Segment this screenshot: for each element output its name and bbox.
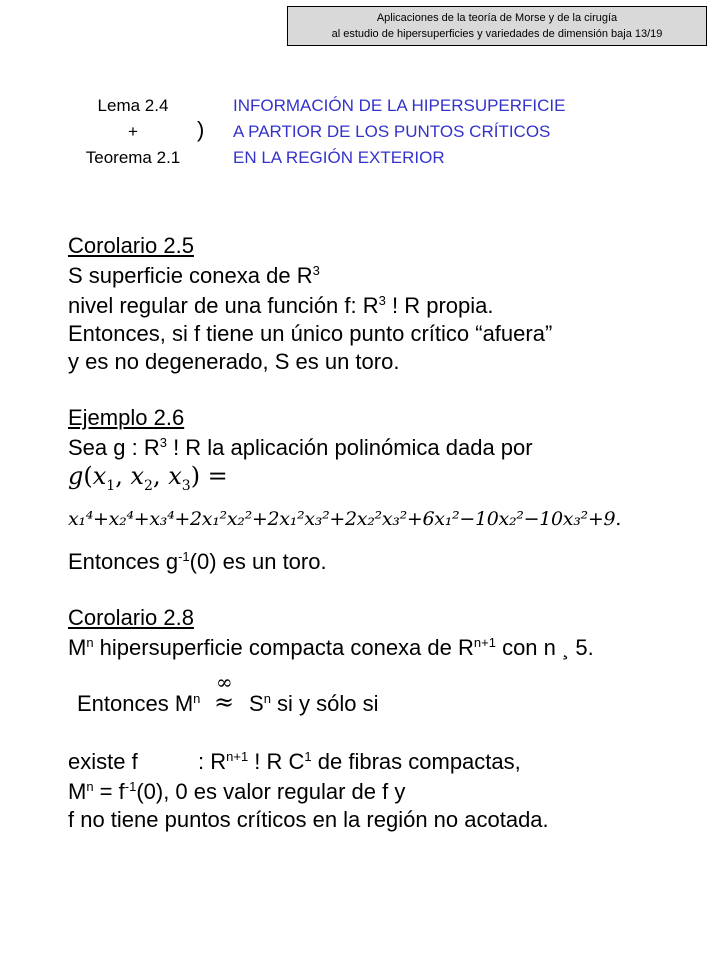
formula-lhs: $g(x_1$, $x_2$, $x_3$) = (68, 462, 228, 494)
corolario-2-8-line-5: f no tiene puntos críticos en la región no acotada. (68, 807, 549, 832)
corolario-2-5-line-1: S superficie conexa de $R^3$ (68, 263, 320, 288)
corolario-2-8-line-3a: existe f (68, 749, 138, 774)
header-line-1: Aplicaciones de la teoría de Morse y de la cirugía (376, 12, 618, 24)
header-line-2: al estudio de hipersuperficies y variedades de dimensión baja 13/19 (331, 28, 663, 40)
corolario-2-5-line-4: y es no degenerado, S es un toro. (68, 349, 400, 374)
info-line-3: EN LA REGIÓN EXTERIOR (233, 148, 445, 167)
brace-symbol: ) (197, 117, 205, 142)
info-line-2: A PARTIOR DE LOS PUNTOS CRÍTICOS (233, 122, 551, 141)
corolario-2-5-line-2: nivel regular de una función f: $R^3$ ! R propia. (68, 293, 494, 318)
ejemplo-2-6-line-1: Sea g : $R^3$ ! R la aplicación polinómica dada por (68, 435, 533, 460)
corolario-2-8-line-2b: $S^n$ si y sólo si (249, 691, 379, 716)
corolario-2-8-line-4: $M^n = f^{-1}(0)$, 0 es valor regular de f y (68, 779, 406, 804)
infinity-symbol: ∞ (216, 670, 233, 694)
corolario-2-8-line-1: $M^n$ hipersuperficie compacta conexa de $R^{n+1}$ con n ¸ 5. (68, 635, 594, 660)
corolario-2-8-line-3b: : $R^{n+1}$ ! R $C^1$ de fibras compactas, (198, 749, 521, 774)
corolario-2-8-line-2a: Entonces $M^n$ (77, 691, 201, 716)
diffeomorphic-symbol: ≈ (214, 688, 235, 716)
formula-rhs: x₁⁴+x₂⁴+x₃⁴+2x₁²x₂²+2x₁²x₃²+2x₂²x₃²+6x₁²−10x₂²−10x₃²+9. (68, 508, 621, 530)
ejemplo-2-6-conclusion: Entonces $g^{-1}(0)$ es un toro. (68, 549, 327, 574)
ejemplo-2-6-title: Ejemplo 2.6 (68, 405, 185, 430)
info-line-1: INFORMACIÓN DE LA HIPERSUPERFICIE (233, 96, 566, 115)
corolario-2-8-title: Corolario 2.8 (68, 605, 194, 630)
plus-sign: + (128, 122, 138, 141)
lema-label: Lema 2.4 (97, 96, 169, 115)
corolario-2-5-title: Corolario 2.5 (68, 233, 194, 258)
teorema-label: Teorema 2.1 (85, 148, 181, 167)
corolario-2-5-line-3: Entonces, si f tiene un único punto crítico “afuera” (68, 321, 553, 346)
slide-header (287, 6, 707, 46)
